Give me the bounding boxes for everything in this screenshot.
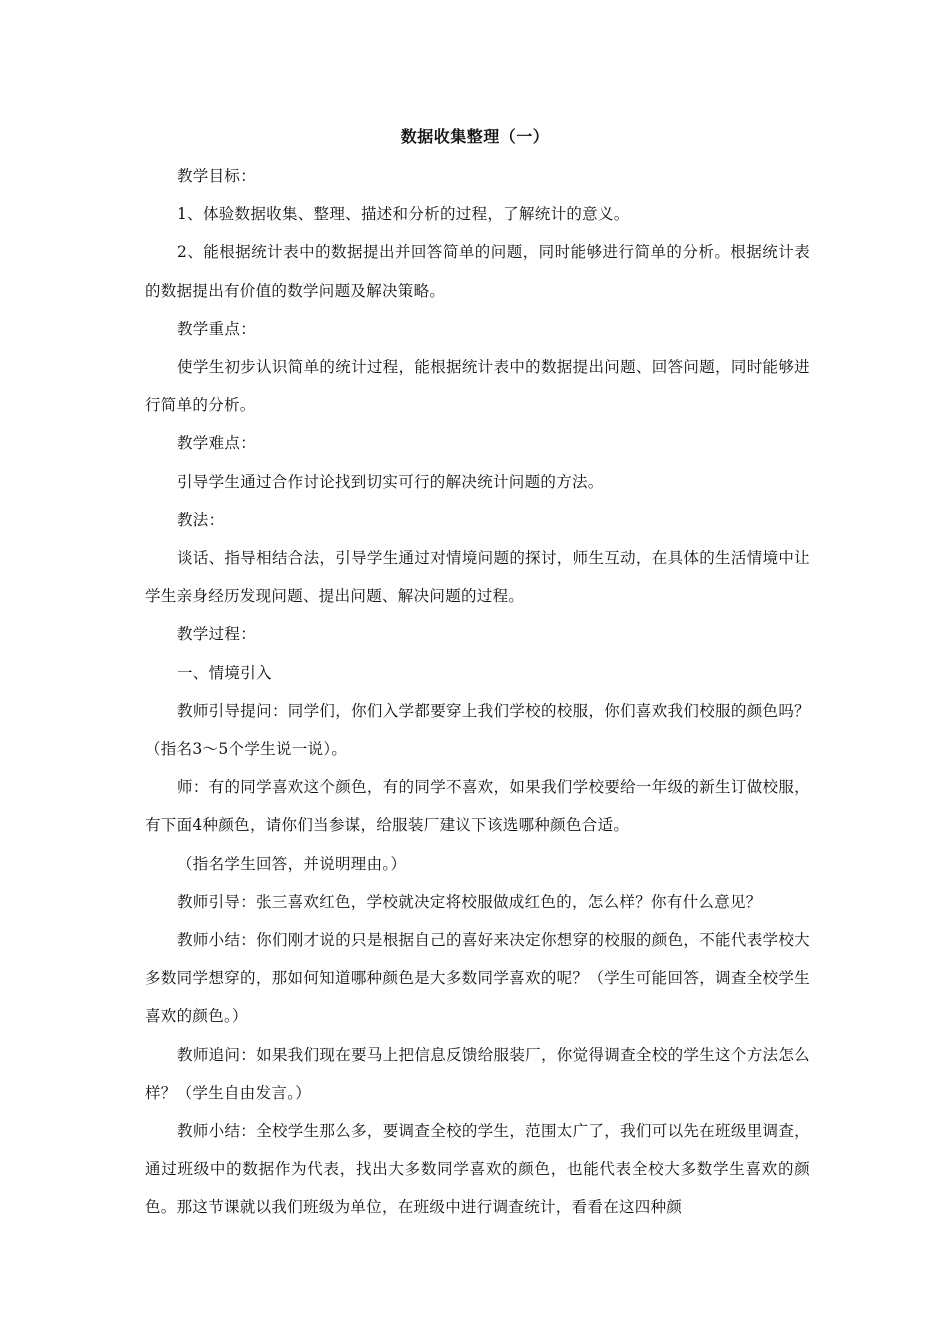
paragraph-teacher-question: 教师引导提问：同学们，你们入学都要穿上我们学校的校服，你们喜欢我们校服的颜色吗？（指名3～5个学生说一说）。 <box>145 701 810 759</box>
paragraph-key-points-heading: 教学重点： <box>177 319 257 338</box>
paragraph-student-answer-note: （指名学生回答，并说明理由。） <box>177 854 407 873</box>
paragraph-teacher-summary-2: 教师小结：全校学生那么多，要调查全校的学生，范围太广了，我们可以先在班级里调查，通过班级中的数据作为代表，找出大多数同学喜欢的颜色，也能代表全校大多数学生喜欢的颜色。那这节课就以我们班级为单位，在班级中进行调查统计，看看在这四种颜 <box>145 1122 810 1217</box>
paragraph-teaching-goals-heading: 教学目标： <box>177 167 257 185</box>
document-title: 数据收集整理（一） <box>400 127 550 146</box>
paragraph-section-1-heading: 一、情境引入 <box>177 663 272 682</box>
document-body <box>145 157 810 1227</box>
paragraph-teacher-followup: 教师追问：如果我们现在要马上把信息反馈给服装厂，你觉得调查全校的学生这个方法怎么样？（学生自由发言。） <box>145 1045 810 1102</box>
paragraph-difficulties: 引导学生通过合作讨论找到切实可行的解决统计问题的方法。 <box>177 472 604 491</box>
paragraph-goal-1: 1、体验数据收集、整理、描述和分析的过程，了解统计的意义。 <box>177 205 630 224</box>
paragraph-process-heading: 教学过程： <box>177 625 257 644</box>
paragraph-key-points: 使学生初步认识简单的统计过程，能根据统计表中的数据提出问题、回答问题，同时能够进行简单的分析。 <box>145 358 810 415</box>
paragraph-method-heading: 教法： <box>177 510 225 529</box>
paragraph-teacher-remark: 师：有的同学喜欢这个颜色，有的同学不喜欢，如果我们学校要给一年级的新生订做校服，有下面4种颜色，请你们当参谋，给服装厂建议下该选哪种颜色合适。 <box>145 778 810 835</box>
paragraph-teacher-guide: 教师引导：张三喜欢红色，学校就决定将校服做成红色的，怎么样？你有什么意见？ <box>177 892 762 911</box>
paragraph-goal-2: 2、能根据统计表中的数据提出并回答简单的问题，同时能够进行简单的分析。根据统计表的数据提出有价值的数学问题及解决策略。 <box>145 243 810 300</box>
paragraph-difficulties-heading: 教学难点： <box>177 434 257 453</box>
paragraph-method: 谈话、指导相结合法，引导学生通过对情境问题的探讨，师生互动，在具体的生活情境中让学生亲身经历发现问题、提出问题、解决问题的过程。 <box>145 549 810 606</box>
paragraph-teacher-summary-1: 教师小结：你们刚才说的只是根据自己的喜好来决定你想穿的校服的颜色，不能代表学校大多数同学想穿的，那如何知道哪种颜色是大多数同学喜欢的呢？（学生可能回答，调查全校学生喜欢的颜色。） <box>145 931 810 1026</box>
